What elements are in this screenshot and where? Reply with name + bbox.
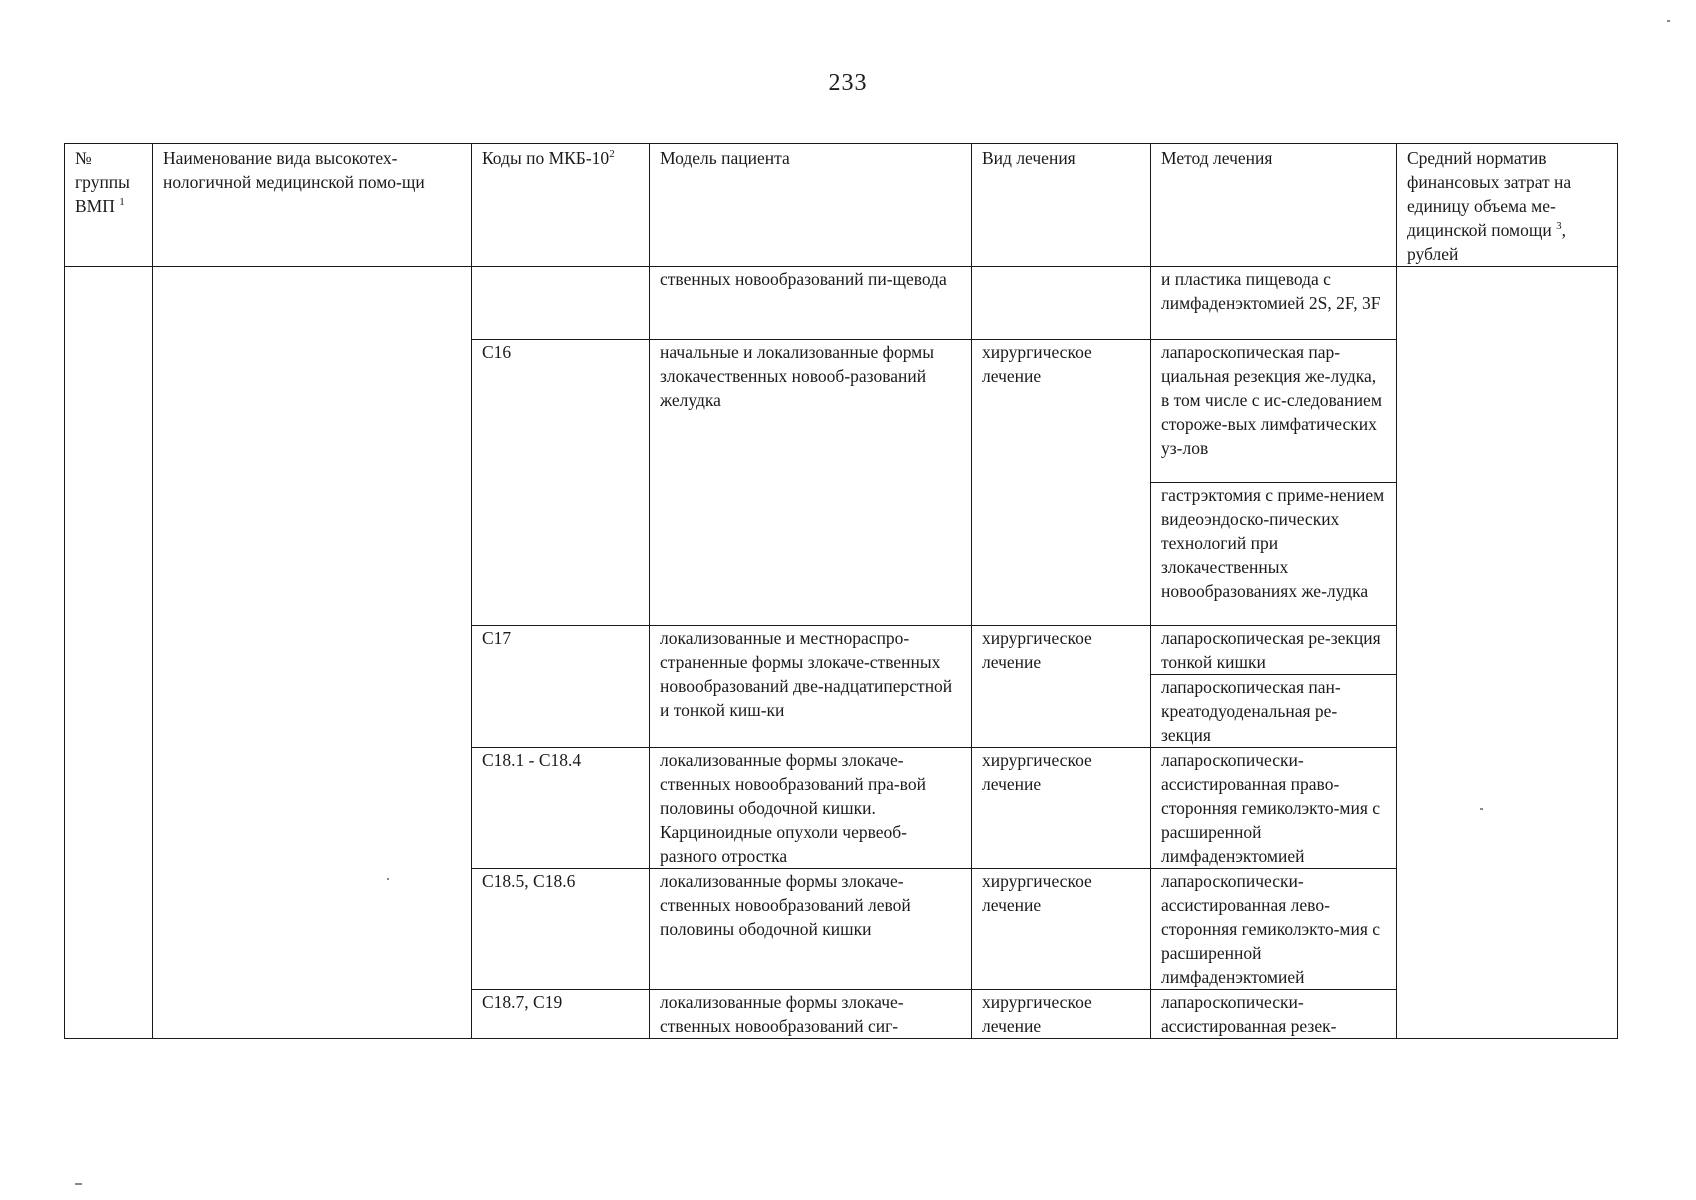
code-cell: C16 xyxy=(472,340,650,626)
method-cell: лапароскопическая пан-креатодуоденальная ре-зекция xyxy=(1151,675,1397,748)
model-cell: начальные и локализованные формы злокачественных новооб-разований желудка xyxy=(650,340,972,626)
header-treatment-type: Вид лечения xyxy=(972,144,1151,267)
scan-speck xyxy=(1667,20,1670,22)
treatment-cell: хирургическое лечение xyxy=(972,748,1151,869)
treatment-cell: хирургическое лечение xyxy=(972,340,1151,626)
header-name: Наименование вида высокотех-нологичной медицинской помо-щи xyxy=(153,144,472,267)
model-cell: локализованные и местнораспро-страненные формы злокаче-ственных новообразований две-надцатиперстной и тонкой киш-ки xyxy=(650,626,972,748)
cost-cell xyxy=(1397,267,1618,1039)
page-number: 233 xyxy=(828,70,868,96)
vmp-table xyxy=(64,143,1618,1039)
method-cell: лапароскопически-ассистированная резек- xyxy=(1151,990,1397,1039)
method-cell: лапароскопически-ассистированная лево-сторонняя гемиколэкто-мия с расширенной лимфаденэктомией xyxy=(1151,869,1397,990)
table-row xyxy=(65,267,1618,340)
model-cell: ственных новообразований пи-щевода xyxy=(650,267,972,340)
treatment-cell: хирургическое лечение xyxy=(972,626,1151,748)
treatment-cell: хирургическое лечение xyxy=(972,990,1151,1039)
header-treatment-method: Метод лечения xyxy=(1151,144,1397,267)
code-cell xyxy=(472,267,650,340)
method-cell: гастрэктомия с приме-нением видеоэндоско-пических технологий при злокачественных новообразованиях же-лудка xyxy=(1151,483,1397,626)
header-cost: Средний норматив финансовых затрат на единицу объема ме-дицинской помощи $^3$, рублей xyxy=(1397,144,1618,267)
method-cell: лапароскопическая пар-циальная резекция же-лудка, в том числе с ис-следованием стороже-вых лимфатических уз-лов xyxy=(1151,340,1397,483)
code-cell: C18.5, C18.6 xyxy=(472,869,650,990)
code-cell: C17 xyxy=(472,626,650,748)
treatment-cell xyxy=(972,267,1151,340)
scan-speck xyxy=(75,1183,82,1185)
header-group-no: № группы ВМП $^1$ xyxy=(65,144,153,267)
code-cell: C18.7, C19 xyxy=(472,990,650,1039)
method-cell: лапароскопически-ассистированная право-сторонняя гемиколэкто-мия с расширенной лимфаденэктомией xyxy=(1151,748,1397,869)
name-cell xyxy=(153,267,472,1039)
scan-speck xyxy=(387,878,389,880)
code-cell: C18.1 - C18.4 xyxy=(472,748,650,869)
header-codes: Коды по МКБ-$10^2$ xyxy=(472,144,650,267)
scan-speck xyxy=(1480,808,1483,810)
header-patient-model: Модель пациента xyxy=(650,144,972,267)
model-cell: локализованные формы злокаче-ственных новообразований сиг- xyxy=(650,990,972,1039)
model-cell: локализованные формы злокаче-ственных новообразований левой половины ободочной кишки xyxy=(650,869,972,990)
group-no-cell xyxy=(65,267,153,1039)
method-cell: лапароскопическая ре-зекция тонкой кишки xyxy=(1151,626,1397,675)
method-cell: и пластика пищевода с лимфаденэктомией 2S, 2F, 3F xyxy=(1151,267,1397,340)
treatment-cell: хирургическое лечение xyxy=(972,869,1151,990)
table-header-row xyxy=(65,144,1618,267)
model-cell: локализованные формы злокаче-ственных новообразований пра-вой половины ободочной кишки. Карциноидные опухоли червеоб-разного отростка xyxy=(650,748,972,869)
